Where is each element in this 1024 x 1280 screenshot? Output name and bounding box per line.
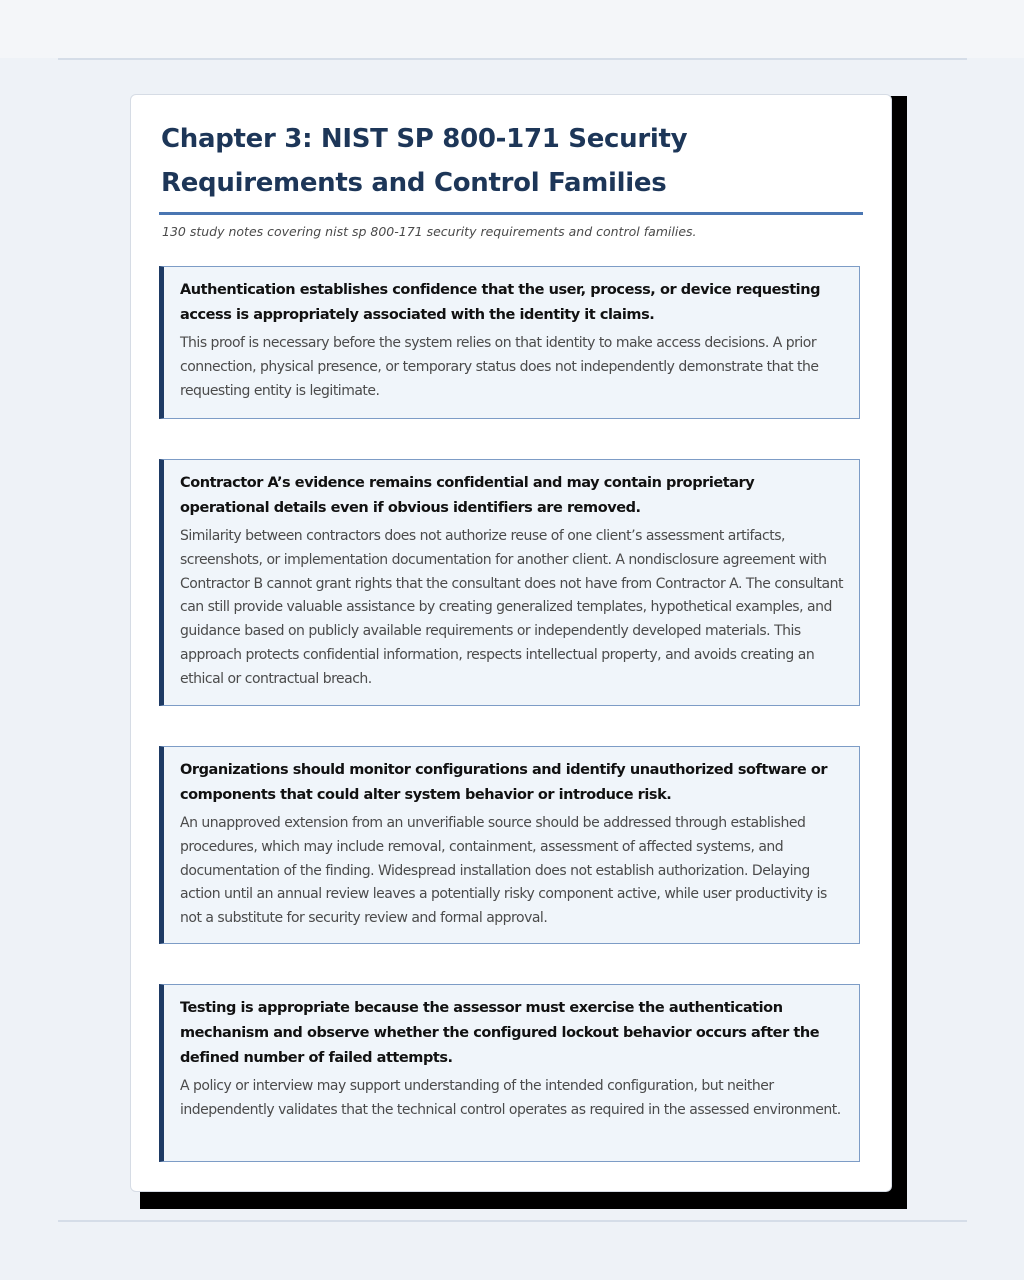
note-heading: Testing is appropriate because the assessor must exercise the authentication mechanism and observe whether the configured lockout behavior occurs after the defined number of failed attempts.: [180, 1000, 820, 1066]
note-body: An unapproved extension from an unverifiable source should be addressed through established procedures, which may include removal, containment, assessment of affected systems, and documentation of the finding. Widespread installation does not establish authorization. Delaying action until an annual review leaves a potentially risky component active, while user productivity is not a substitute for security review and formal approval.: [180, 815, 827, 927]
top-divider: [58, 58, 967, 60]
top-band: [0, 0, 1024, 58]
study-note-card: [159, 459, 860, 706]
study-note-card: [159, 746, 860, 944]
note-heading: Authentication establishes confidence that the user, process, or device requesting access is appropriately associated with the identity it claims.: [180, 282, 820, 323]
bottom-divider: [58, 1220, 967, 1222]
page-subtitle: 130 study notes covering nist sp 800-171 security requirements and control families.: [162, 224, 697, 239]
document-page: [130, 94, 892, 1192]
note-heading: Contractor A’s evidence remains confidential and may contain proprietary operational details even if obvious identifiers are removed.: [180, 475, 755, 516]
title-underline: [159, 212, 863, 215]
note-body: This proof is necessary before the system relies on that identity to make access decisions. A prior connection, physical presence, or temporary status does not independently demonstrate that the requesting entity is legitimate.: [180, 335, 819, 399]
note-body: Similarity between contractors does not authorize reuse of one client’s assessment artifacts, screenshots, or implementation documentation for another client. A nondisclosure agreement with Contractor B cannot grant rights that the consultant does not have from Contractor A. The consultant can still provide valuable assistance by creating generalized templates, hypothetical examples, and guidance based on publicly available requirements or independently developed materials. This approach protects confidential information, respects intellectual property, and avoids creating an ethical or contractual breach.: [180, 528, 843, 687]
study-note-card: [159, 266, 860, 419]
study-note-card: [159, 984, 860, 1162]
page-title: Chapter 3: NIST SP 800-171 Security Requirements and Control Families: [161, 124, 688, 198]
note-body: A policy or interview may support understanding of the intended configuration, but neither independently validates that the technical control operates as required in the assessed environment.: [180, 1078, 841, 1118]
note-heading: Organizations should monitor configurations and identify unauthorized software or components that could alter system behavior or introduce risk.: [180, 762, 828, 803]
